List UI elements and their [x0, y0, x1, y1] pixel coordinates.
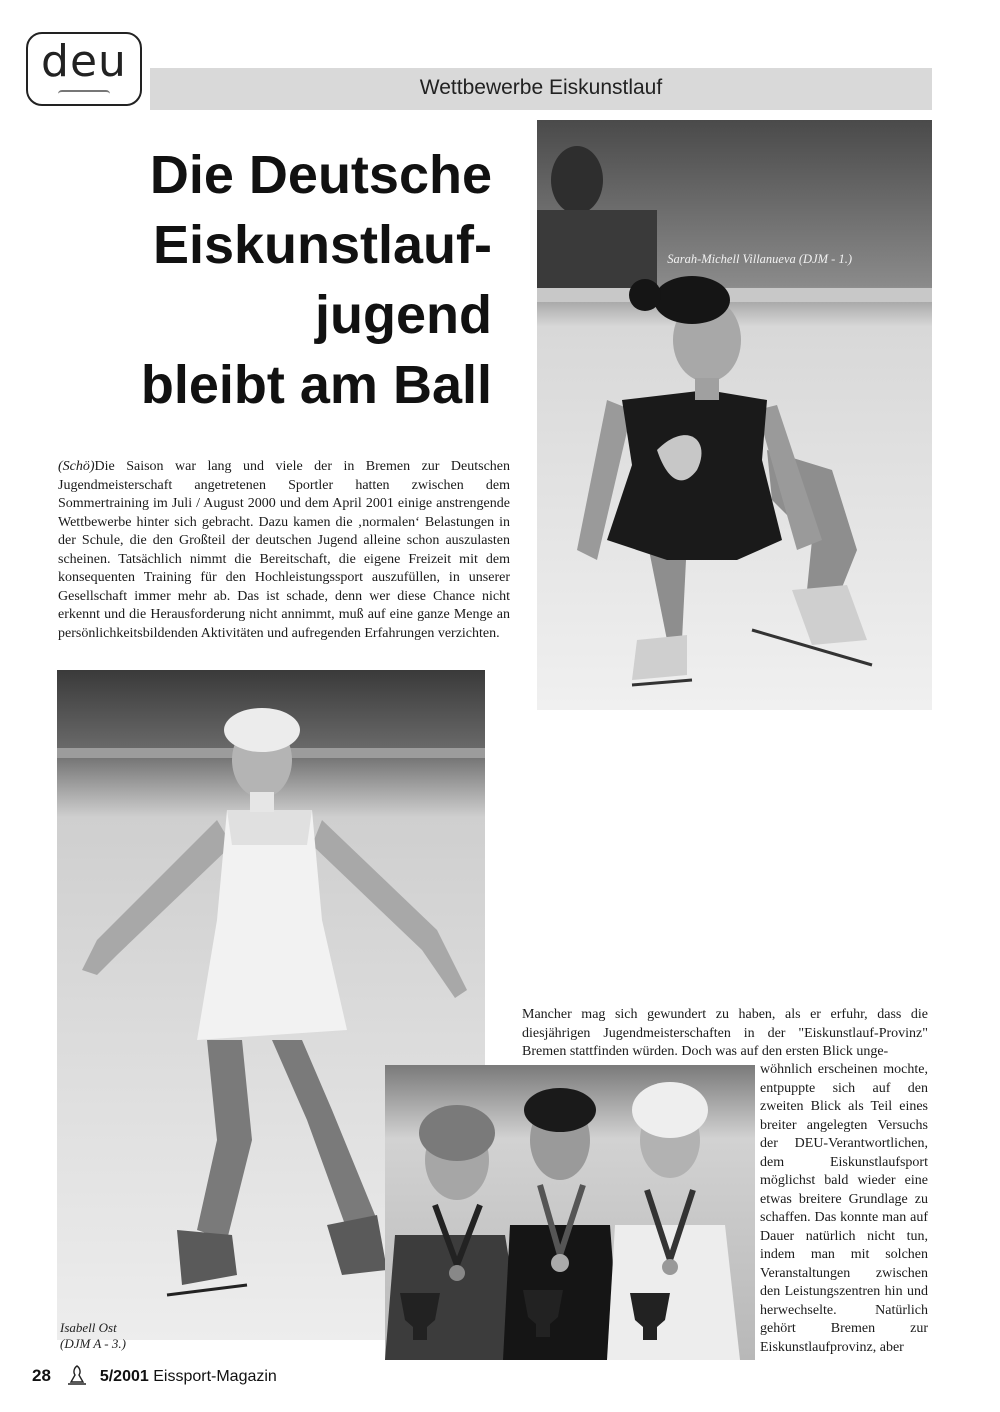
issue-number: 5/2001 [99, 1368, 149, 1385]
intro-text: Die Saison war lang und viele der in Bremen zur Deutschen Jugendmeisterschaft angetretenen Sportler hatten zwischen dem Sommertraining im Juli / August 2000 und dem April 2001 einige anstrengende Wettbewerbe hinter sich gebracht. Dazu kamen die ‚normalen‘ Belastungen in der Schule, die den Großteil der deutschen Jugend alleine schon auszulasten scheinen. Tatsächlich nimmt die Bereitschaft, die eigene Freizeit mit dem konsequenten Training für den Hochleistungssport auszufüllen, in unserer Gesellschaft immer mehr ab. Das ist schade, denn wer diese Chance nicht erkennt und die Herausforderung nicht annimmt, muß auf eine ganze Menge an persönlichkeitsbildenden Aktivitäten und aufregenden Erfahrungen verzichten. [58, 459, 510, 641]
headline-line-3: jugend [315, 285, 492, 345]
intro-author: (Schö) [58, 459, 95, 474]
page-footer [32, 1364, 277, 1386]
caption-ost-name: Isabell Ost [60, 1320, 117, 1335]
photo-caption-ost [60, 1320, 126, 1352]
skater-icon [65, 1364, 89, 1386]
logo-text: deu [41, 36, 127, 87]
body-paragraph-top: Mancher mag sich gewundert zu haben, als er erfuhr, dass die diesjährigen Jugendmeisterschaften in der "Eiskunstlauf-Provinz" Bremen stattfinden würden. Doch was auf den ersten Blick unge- [522, 1007, 928, 1059]
page-number: 28 [32, 1366, 51, 1385]
headline-line-4: bleibt am Ball [140, 355, 492, 415]
headline-line-1: Die Deutsche [149, 145, 492, 205]
body-paragraph-right: wöhnlich erscheinen mochte, entpuppte sich auf den zweiten Blick als Teil eines breiter angelegten Versuchs der DEU-Verantwortlichen, dem Eiskunstlaufsport möglichst bald wieder eine etwas breitere Grundlage zu schaffen. Das konnte man auf Dauer natürlich nicht tun, indem man mit solchen Veranstaltungen zwischen den Leistungszentren hin und herwechselte. Natürlich gehört Bremen zur Eiskunstlaufprovinz, aber [760, 1062, 928, 1355]
headline [40, 140, 492, 420]
caption-ost-result: (DJM A - 3.) [60, 1336, 126, 1351]
intro-paragraph [58, 458, 510, 643]
section-title: Wettbewerbe Eiskunstlauf [419, 76, 663, 99]
section-header-bar [150, 68, 932, 110]
photo-caption-villanueva: Sarah-Michell Villanueva (DJM - 1.) [667, 252, 852, 266]
logo-underline [58, 90, 110, 100]
deu-logo [26, 32, 142, 106]
photo-skater-black-dress [537, 120, 932, 710]
photo-podium-three-skaters [385, 1065, 755, 1360]
magazine-name: Eissport-Magazin [153, 1368, 277, 1385]
headline-line-2: Eiskunstlauf- [152, 215, 492, 275]
